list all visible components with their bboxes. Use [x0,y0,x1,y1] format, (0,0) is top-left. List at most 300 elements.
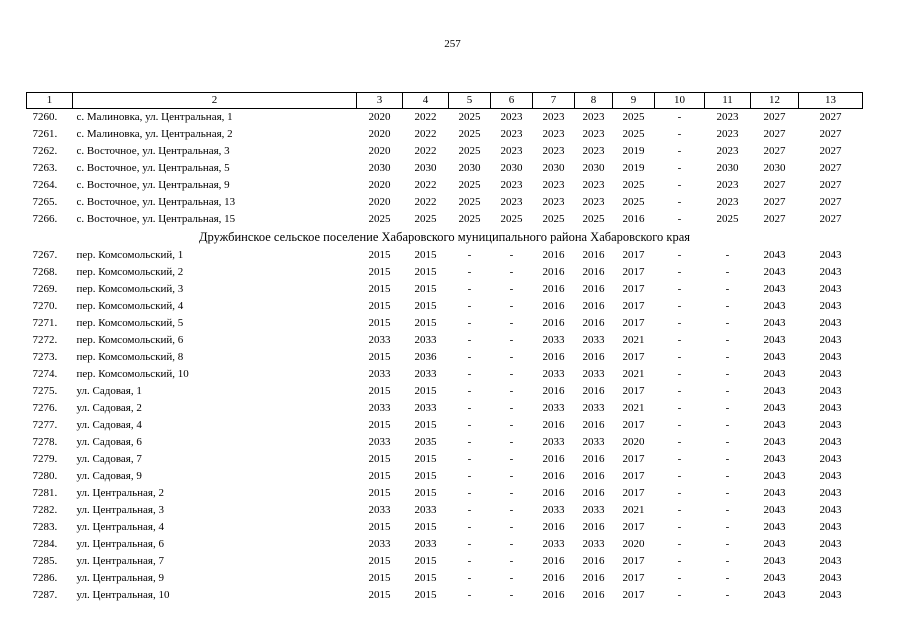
year-cell: 2017 [622,487,645,499]
year-cell: 2023 [500,145,523,157]
year-cell: 2016 [582,419,605,431]
year-cell: 2027 [819,179,842,191]
year-cell: 2025 [414,213,437,225]
year-cell: - [509,317,514,329]
address-cell: с. Восточное, ул. Центральная, 13 [76,196,236,208]
year-cell: 2021 [622,504,645,516]
year-cell: - [677,368,682,380]
table-row [27,570,863,587]
year-cell: 2033 [368,402,391,414]
address-cell: ул. Садовая, 2 [76,402,142,414]
year-cell: 2033 [542,538,565,550]
year-cell: 2025 [458,111,481,123]
year-cell: 2033 [414,504,437,516]
table-row [27,315,863,332]
year-cell: 2017 [622,385,645,397]
year-cell: 2021 [622,402,645,414]
year-cell: 2033 [582,538,605,550]
year-cell: 2017 [622,351,645,363]
year-cell: 2023 [582,196,605,208]
year-cell: 2020 [368,179,391,191]
year-cell: - [725,572,730,584]
year-cell: 2020 [368,145,391,157]
row-number: 7267. [32,249,58,261]
year-cell: - [725,402,730,414]
year-cell: - [725,470,730,482]
year-cell: - [725,487,730,499]
year-cell: - [677,351,682,363]
year-cell: 2025 [458,196,481,208]
table-row [27,383,863,400]
year-cell: 2023 [542,196,565,208]
column-header: 6 [491,93,533,109]
table-row [27,109,863,127]
year-cell: - [509,334,514,346]
column-header: 10 [655,93,705,109]
year-cell: - [509,470,514,482]
address-cell: с. Восточное, ул. Центральная, 15 [76,213,236,225]
address-cell: пер. Комсомольский, 5 [76,317,184,329]
year-cell: 2033 [414,368,437,380]
year-cell: 2015 [368,317,391,329]
year-cell: 2025 [622,179,645,191]
year-cell: 2015 [368,419,391,431]
year-cell: 2043 [763,453,786,465]
year-cell: 2025 [622,196,645,208]
year-cell: - [467,487,472,499]
table-row [27,143,863,160]
year-cell: - [677,196,682,208]
year-cell: - [725,283,730,295]
row-number: 7261. [32,128,58,140]
row-number: 7262. [32,145,58,157]
year-cell: - [677,487,682,499]
year-cell: 2016 [542,453,565,465]
row-number: 7270. [32,300,58,312]
year-cell: - [467,470,472,482]
year-cell: - [725,317,730,329]
year-cell: 2023 [542,111,565,123]
year-cell: - [467,436,472,448]
year-cell: 2015 [414,453,437,465]
year-cell: 2033 [582,504,605,516]
year-cell: 2043 [819,521,842,533]
column-header: 11 [705,93,751,109]
year-cell: 2030 [582,162,605,174]
year-cell: - [725,419,730,431]
year-cell: 2022 [414,145,437,157]
year-cell: 2033 [582,334,605,346]
year-cell: 2016 [582,521,605,533]
address-cell: с. Восточное, ул. Центральная, 3 [76,145,230,157]
year-cell: 2017 [622,521,645,533]
year-cell: 2015 [414,266,437,278]
register-table [26,92,863,604]
table-header-row [27,93,863,109]
year-cell: 2021 [622,368,645,380]
year-cell: 2043 [819,266,842,278]
year-cell: 2043 [763,402,786,414]
address-cell: с. Малиновка, ул. Центральная, 2 [76,128,233,140]
year-cell: 2027 [819,162,842,174]
year-cell: 2023 [542,179,565,191]
year-cell: - [467,334,472,346]
year-cell: 2033 [542,402,565,414]
row-number: 7282. [32,504,58,516]
year-cell: 2043 [819,385,842,397]
year-cell: - [509,589,514,601]
table-row [27,349,863,366]
year-cell: 2016 [542,266,565,278]
row-number: 7286. [32,572,58,584]
year-cell: 2043 [763,436,786,448]
year-cell: 2025 [458,213,481,225]
year-cell: 2027 [763,145,786,157]
year-cell: - [509,436,514,448]
year-cell: - [467,249,472,261]
year-cell: - [725,589,730,601]
table-row [27,587,863,604]
table-row [27,211,863,228]
table-row [27,177,863,194]
year-cell: 2020 [622,538,645,550]
year-cell: 2023 [582,145,605,157]
address-cell: ул. Центральная, 10 [76,589,170,601]
year-cell: 2033 [414,538,437,550]
year-cell: - [677,589,682,601]
year-cell: 2015 [414,521,437,533]
table-row [27,553,863,570]
row-number: 7265. [32,196,58,208]
year-cell: - [467,538,472,550]
year-cell: - [467,402,472,414]
year-cell: 2023 [716,128,739,140]
year-cell: 2036 [414,351,437,363]
table-row [27,417,863,434]
row-number: 7280. [32,470,58,482]
year-cell: - [509,487,514,499]
table-row [27,281,863,298]
year-cell: - [677,300,682,312]
year-cell: 2043 [819,487,842,499]
year-cell: 2027 [819,145,842,157]
year-cell: 2043 [819,249,842,261]
year-cell: - [677,334,682,346]
year-cell: 2027 [763,128,786,140]
year-cell: 2043 [763,283,786,295]
address-cell: ул. Центральная, 7 [76,555,164,567]
year-cell: - [509,351,514,363]
year-cell: 2015 [368,470,391,482]
year-cell: - [467,385,472,397]
year-cell: 2025 [622,111,645,123]
year-cell: 2043 [819,470,842,482]
table-body [27,109,863,605]
address-cell: пер. Комсомольский, 4 [76,300,184,312]
row-number: 7281. [32,487,58,499]
year-cell: 2033 [368,436,391,448]
year-cell: 2025 [622,128,645,140]
year-cell: 2023 [582,111,605,123]
year-cell: - [467,453,472,465]
year-cell: 2016 [542,589,565,601]
year-cell: 2015 [368,572,391,584]
address-cell: ул. Центральная, 4 [76,521,164,533]
year-cell: 2017 [622,317,645,329]
year-cell: 2020 [368,128,391,140]
year-cell: - [677,470,682,482]
year-cell: 2025 [458,128,481,140]
year-cell: 2016 [542,317,565,329]
row-number: 7279. [32,453,58,465]
year-cell: 2043 [819,368,842,380]
table-row [27,194,863,211]
year-cell: 2033 [582,402,605,414]
year-cell: 2022 [414,128,437,140]
year-cell: - [509,538,514,550]
year-cell: - [677,385,682,397]
year-cell: - [725,385,730,397]
year-cell: - [677,283,682,295]
year-cell: - [677,453,682,465]
year-cell: 2016 [542,249,565,261]
column-header: 1 [27,93,73,109]
year-cell: - [509,572,514,584]
year-cell: 2033 [368,504,391,516]
year-cell: 2023 [716,145,739,157]
year-cell: 2016 [542,470,565,482]
year-cell: 2015 [368,249,391,261]
year-cell: 2027 [763,111,786,123]
table-row [27,247,863,264]
year-cell: 2015 [414,419,437,431]
year-cell: 2033 [542,504,565,516]
row-number: 7272. [32,334,58,346]
year-cell: 2043 [819,351,842,363]
address-cell: пер. Комсомольский, 1 [76,249,184,261]
year-cell: - [509,266,514,278]
year-cell: - [725,249,730,261]
row-number: 7266. [32,213,58,225]
year-cell: 2027 [819,111,842,123]
year-cell: - [725,538,730,550]
year-cell: 2043 [763,249,786,261]
year-cell: 2043 [819,453,842,465]
year-cell: 2043 [819,317,842,329]
year-cell: 2016 [582,555,605,567]
year-cell: 2016 [542,419,565,431]
year-cell: 2043 [819,504,842,516]
year-cell: - [725,504,730,516]
year-cell: - [677,555,682,567]
table-row [27,468,863,485]
year-cell: - [677,436,682,448]
year-cell: 2015 [414,589,437,601]
address-cell: пер. Комсомольский, 3 [76,283,184,295]
year-cell: 2033 [542,334,565,346]
year-cell: 2015 [368,453,391,465]
year-cell: 2016 [582,470,605,482]
year-cell: 2043 [819,283,842,295]
year-cell: 2017 [622,589,645,601]
year-cell: 2025 [458,145,481,157]
year-cell: 2016 [582,589,605,601]
section-title: Дружбинское сельское поселение Хабаровского муниципального района Хабаровского края [198,230,691,244]
year-cell: 2033 [368,334,391,346]
year-cell: 2033 [414,402,437,414]
year-cell: 2023 [500,111,523,123]
year-cell: 2015 [414,470,437,482]
year-cell: - [467,521,472,533]
year-cell: 2016 [542,283,565,295]
year-cell: 2043 [763,470,786,482]
year-cell: - [467,351,472,363]
year-cell: 2033 [414,334,437,346]
year-cell: 2015 [368,266,391,278]
year-cell: 2023 [716,196,739,208]
year-cell: 2030 [458,162,481,174]
year-cell: - [467,555,472,567]
year-cell: 2030 [542,162,565,174]
year-cell: 2020 [368,196,391,208]
year-cell: 2027 [819,213,842,225]
year-cell: 2015 [368,283,391,295]
column-header: 4 [403,93,449,109]
year-cell: - [509,402,514,414]
year-cell: - [509,249,514,261]
year-cell: 2043 [763,589,786,601]
year-cell: - [467,589,472,601]
year-cell: 2043 [819,436,842,448]
address-cell: с. Восточное, ул. Центральная, 5 [76,162,230,174]
row-number: 7287. [32,589,58,601]
year-cell: 2016 [582,266,605,278]
row-number: 7264. [32,179,58,191]
year-cell: 2016 [582,249,605,261]
address-cell: ул. Центральная, 2 [76,487,164,499]
row-number: 7284. [32,538,58,550]
table-row [27,366,863,383]
table-row [27,400,863,417]
year-cell: 2016 [542,351,565,363]
year-cell: 2015 [414,555,437,567]
address-cell: пер. Комсомольский, 6 [76,334,184,346]
year-cell: 2043 [763,351,786,363]
year-cell: - [467,283,472,295]
year-cell: 2043 [763,385,786,397]
address-cell: ул. Садовая, 1 [76,385,142,397]
year-cell: 2015 [414,283,437,295]
year-cell: - [509,555,514,567]
year-cell: 2025 [582,213,605,225]
year-cell: - [467,266,472,278]
year-cell: 2016 [582,300,605,312]
year-cell: 2043 [763,504,786,516]
year-cell: - [725,368,730,380]
year-cell: - [467,572,472,584]
year-cell: 2023 [500,128,523,140]
year-cell: 2016 [622,213,645,225]
year-cell: - [677,317,682,329]
year-cell: 2015 [368,487,391,499]
column-header: 8 [575,93,613,109]
year-cell: 2015 [368,589,391,601]
year-cell: - [725,436,730,448]
year-cell: 2025 [458,179,481,191]
year-cell: 2023 [716,111,739,123]
address-cell: с. Малиновка, ул. Центральная, 1 [76,111,233,123]
year-cell: 2043 [763,266,786,278]
year-cell: 2043 [819,300,842,312]
column-header: 7 [533,93,575,109]
year-cell: 2016 [542,385,565,397]
year-cell: - [725,453,730,465]
address-cell: пер. Комсомольский, 2 [76,266,184,278]
year-cell: - [725,300,730,312]
row-number: 7271. [32,317,58,329]
year-cell: 2015 [414,300,437,312]
year-cell: 2015 [414,572,437,584]
year-cell: - [725,266,730,278]
row-number: 7275. [32,385,58,397]
year-cell: 2016 [582,317,605,329]
year-cell: - [509,368,514,380]
year-cell: - [467,300,472,312]
address-cell: ул. Садовая, 9 [76,470,142,482]
year-cell: - [677,162,682,174]
year-cell: 2020 [368,111,391,123]
year-cell: 2015 [414,487,437,499]
year-cell: 2017 [622,249,645,261]
year-cell: - [677,266,682,278]
year-cell: 2030 [716,162,739,174]
year-cell: - [509,504,514,516]
year-cell: 2015 [368,555,391,567]
year-cell: 2043 [763,555,786,567]
year-cell: 2027 [763,196,786,208]
year-cell: 2022 [414,179,437,191]
year-cell: - [677,145,682,157]
year-cell: - [677,419,682,431]
table-row [27,485,863,502]
year-cell: 2043 [763,300,786,312]
table-row [27,332,863,349]
page-number: 257 [444,38,461,50]
year-cell: 2023 [542,145,565,157]
address-cell: ул. Центральная, 6 [76,538,164,550]
year-cell: 2043 [763,368,786,380]
year-cell: 2016 [542,300,565,312]
row-number: 7283. [32,521,58,533]
year-cell: - [677,213,682,225]
year-cell: 2022 [414,196,437,208]
year-cell: - [725,351,730,363]
year-cell: 2015 [368,300,391,312]
year-cell: 2033 [368,538,391,550]
year-cell: 2043 [763,572,786,584]
column-header: 9 [613,93,655,109]
year-cell: - [509,283,514,295]
year-cell: - [467,419,472,431]
year-cell: - [509,453,514,465]
year-cell: 2025 [716,213,739,225]
year-cell: - [677,128,682,140]
year-cell: 2035 [414,436,437,448]
year-cell: 2043 [763,487,786,499]
year-cell: 2019 [622,162,645,174]
year-cell: 2017 [622,283,645,295]
year-cell: - [677,538,682,550]
